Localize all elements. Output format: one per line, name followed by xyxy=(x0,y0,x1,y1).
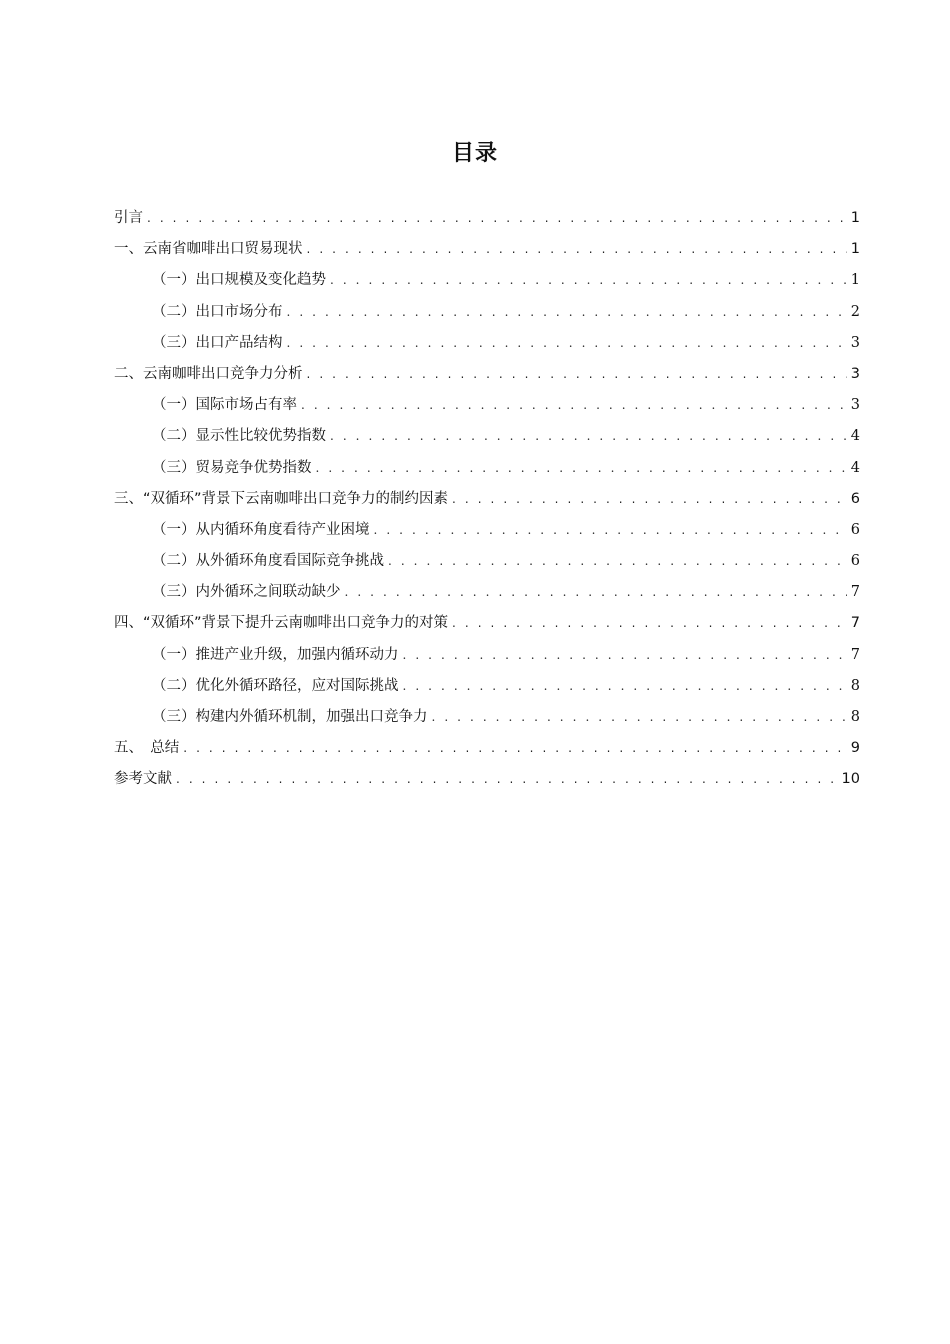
toc-dot-leader xyxy=(374,523,847,537)
toc-page-number: 7 xyxy=(850,584,860,601)
toc-dot-leader xyxy=(307,242,847,256)
toc-entry-label: 二、云南咖啡出口竞争力分析 xyxy=(114,365,303,382)
toc-dot-leader xyxy=(183,741,847,755)
toc-page-number: 4 xyxy=(850,428,860,445)
toc-chapter-entry[interactable] xyxy=(114,487,860,518)
toc-dot-leader xyxy=(403,648,847,662)
toc-dot-leader xyxy=(287,305,847,319)
toc-entry-label: （一）出口规模及变化趋势 xyxy=(152,272,326,289)
toc-page-number: 3 xyxy=(850,397,860,414)
toc-entry-label: （三）构建内外循环机制，加强出口竞争力 xyxy=(152,709,428,725)
toc-title: 目录 xyxy=(451,141,498,166)
toc-page-number: 9 xyxy=(850,740,860,757)
toc-page-number: 1 xyxy=(850,272,860,289)
toc-page-number: 8 xyxy=(850,709,860,725)
toc-entry-label: （三）内外循环之间联动缺少 xyxy=(152,584,341,601)
toc-entry-label: （二）出口市场分布 xyxy=(152,303,283,320)
toc-entry-label: 一、云南省咖啡出口贸易现状 xyxy=(114,241,303,258)
toc-page-number: 1 xyxy=(850,241,860,258)
toc-section-entry[interactable] xyxy=(114,456,860,487)
toc-entry-label: （一）推进产业升级，加强内循环动力 xyxy=(152,646,399,663)
toc-chapter-entry[interactable] xyxy=(114,736,860,767)
toc-dot-leader xyxy=(301,398,847,412)
toc-dot-leader xyxy=(403,679,847,693)
toc-entry-label: 引言 xyxy=(114,210,143,226)
toc-chapter-entry[interactable] xyxy=(114,206,860,237)
toc-chapter-entry[interactable] xyxy=(114,237,860,268)
toc-chapter-entry[interactable] xyxy=(114,362,860,393)
toc-dot-leader xyxy=(330,273,847,287)
toc-page-number: 7 xyxy=(850,615,860,632)
toc-entry-label: （二）显示性比较优势指数 xyxy=(152,428,326,445)
toc-dot-leader xyxy=(345,585,847,599)
toc-page-number: 3 xyxy=(850,334,860,351)
toc-section-entry[interactable] xyxy=(114,518,860,549)
toc-entry-label: 五、 总结 xyxy=(114,740,180,757)
toc-page-number: 3 xyxy=(850,365,860,382)
toc-list xyxy=(114,206,860,799)
toc-dot-leader xyxy=(388,554,847,568)
toc-dot-leader xyxy=(307,367,847,381)
toc-page-number: 2 xyxy=(850,303,860,320)
toc-dot-leader xyxy=(287,336,847,350)
toc-page-number: 4 xyxy=(850,459,860,476)
toc-page-number: 1 xyxy=(850,210,860,226)
toc-section-entry[interactable] xyxy=(114,300,860,331)
toc-chapter-entry[interactable] xyxy=(114,767,860,798)
toc-entry-label: （二）优化外循环路径，应对国际挑战 xyxy=(152,677,399,694)
toc-chapter-entry[interactable] xyxy=(114,611,860,642)
toc-entry-label: （三）出口产品结构 xyxy=(152,334,283,351)
toc-section-entry[interactable] xyxy=(114,549,860,580)
toc-dot-leader xyxy=(176,772,838,786)
toc-section-entry[interactable] xyxy=(114,580,860,611)
toc-page-number: 10 xyxy=(841,771,860,788)
toc-entry-label: （一）从内循环角度看待产业困境 xyxy=(152,521,370,538)
toc-entry-label: 三、“双循环”背景下云南咖啡出口竞争力的制约因素 xyxy=(114,490,449,507)
toc-section-entry[interactable] xyxy=(114,424,860,455)
toc-dot-leader xyxy=(147,211,847,225)
toc-section-entry[interactable] xyxy=(114,674,860,705)
toc-entry-label: 四、“双循环”背景下提升云南咖啡出口竞争力的对策 xyxy=(114,615,449,632)
toc-page-number: 6 xyxy=(850,490,860,507)
toc-section-entry[interactable] xyxy=(114,331,860,362)
toc-page-number: 7 xyxy=(850,646,860,663)
toc-dot-leader xyxy=(316,461,847,475)
toc-entry-label: （三）贸易竞争优势指数 xyxy=(152,459,312,476)
toc-dot-leader xyxy=(452,492,847,506)
toc-dot-leader xyxy=(432,710,847,724)
toc-page-number: 6 xyxy=(850,521,860,538)
toc-entry-label: （二）从外循环角度看国际竞争挑战 xyxy=(152,553,384,570)
toc-page-number: 8 xyxy=(850,677,860,694)
toc-dot-leader xyxy=(330,429,847,443)
toc-entry-label: 参考文献 xyxy=(114,771,172,788)
toc-section-entry[interactable] xyxy=(114,393,860,424)
toc-section-entry[interactable] xyxy=(114,643,860,674)
toc-entry-label: （一）国际市场占有率 xyxy=(152,397,297,414)
toc-section-entry[interactable] xyxy=(114,268,860,299)
toc-section-entry[interactable] xyxy=(114,705,860,736)
toc-dot-leader xyxy=(452,616,847,630)
toc-page-number: 6 xyxy=(850,553,860,570)
